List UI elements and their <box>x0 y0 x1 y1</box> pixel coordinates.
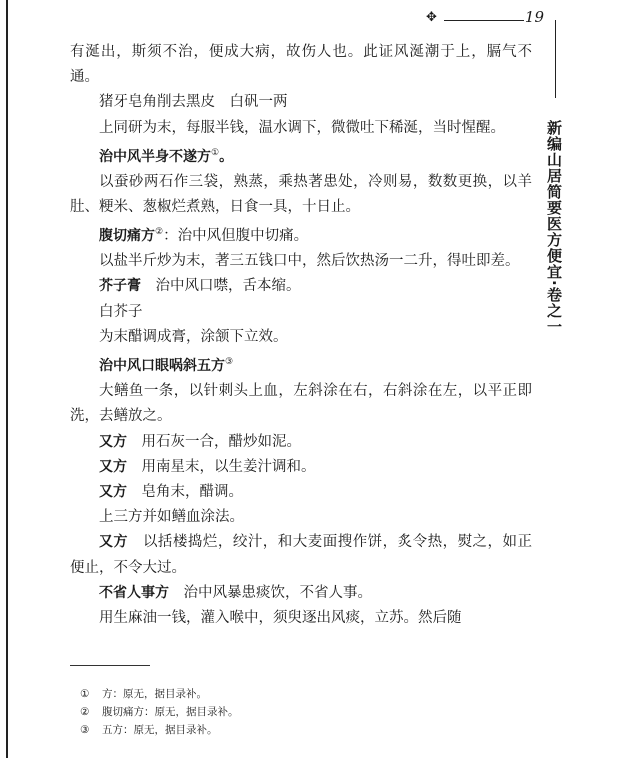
page-header <box>420 8 570 28</box>
paragraph <box>70 300 532 325</box>
paragraph <box>70 40 532 90</box>
running-title: 新编山居简要医方便宜·卷之一 <box>545 120 563 335</box>
footnote-mark: ③ <box>80 724 90 736</box>
text-run: 治中风暴患痰饮，不省人事。 <box>169 584 372 601</box>
recipe-heading: 治中风口眼㖞斜五方 <box>99 357 225 374</box>
paragraph <box>70 480 532 505</box>
recipe-heading: 。 <box>219 148 234 165</box>
paragraph <box>70 581 532 606</box>
footnote <box>80 685 239 703</box>
footnote-rule <box>70 665 150 666</box>
recipe-heading: 不省人事方 <box>99 584 169 601</box>
recipe-heading: 治中风半身不遂方 <box>99 148 211 165</box>
paragraph <box>70 379 532 429</box>
paragraph <box>70 530 532 580</box>
text-run: 用南星末，以生姜汁调和。 <box>127 458 316 475</box>
paragraph <box>70 325 532 350</box>
paragraph <box>70 90 532 115</box>
text-run: 猪牙皂角削去黑皮 白矾一两 <box>99 94 288 111</box>
text-run: 以蚕砂两石作三袋，熟蒸，乘热著患处，冷则易，数数更换，以羊肚、粳米、葱椒烂煮熟，日食一具，十日止。 <box>70 173 532 216</box>
text-run: 皂角末，醋调。 <box>127 483 243 500</box>
paragraph <box>70 455 532 480</box>
recipe-heading: 腹切痛方 <box>99 228 155 245</box>
footnote-marker: ① <box>211 147 220 158</box>
recipe-heading: 又方 <box>99 483 127 500</box>
recipe-heading: 又方 <box>99 458 127 475</box>
page-number: 19 <box>524 8 544 26</box>
text-run: 白芥子 <box>99 303 143 320</box>
footnote <box>80 703 239 721</box>
paragraph <box>70 220 532 249</box>
footnote-mark: ① <box>80 688 90 700</box>
text-run: 上同研为末，每服半钱，温水调下，微微吐下稀涎，当时惺醒。 <box>99 119 505 136</box>
paragraph <box>70 505 532 530</box>
paragraph <box>70 249 532 274</box>
text-run: 上三方并如鳝血涂法。 <box>99 509 244 526</box>
text-run: 大鳝鱼一条，以针刺头上血，左斜涂在右，右斜涂在左，以平正即洗，去鳝放之。 <box>70 383 532 425</box>
recipe-heading: 又方 <box>99 534 128 551</box>
paragraph <box>70 116 532 141</box>
text-run: 用石灰一合，醋炒如泥。 <box>127 433 301 450</box>
text-run: 用生麻油一钱，灌入喉中，须臾逐出风痰，立苏。然后随 <box>99 609 462 626</box>
footnote-marker: ② <box>155 227 164 238</box>
text-run: 有涎出，斯须不治，便成大病，故伤人也。此证风涎潮于上，膈气不通。 <box>70 44 532 86</box>
footnote <box>80 721 239 739</box>
footnote-text: 方：原无，据目录补。 <box>102 688 207 700</box>
text-run: 以盐半斤炒为末，著三五钱口中，然后饮热汤一二升，得吐即差。 <box>99 253 520 270</box>
body-text <box>70 40 532 631</box>
footnote-text: 腹切痛方：原无，据目录补。 <box>102 706 239 718</box>
paragraph <box>70 430 532 455</box>
recipe-heading: 芥子膏 <box>99 278 141 295</box>
footnote-mark: ② <box>80 706 90 718</box>
paragraph <box>70 141 532 170</box>
header-rule <box>444 20 524 21</box>
text-run: ：治中风但腹中切痛。 <box>163 228 309 245</box>
recipe-heading: 又方 <box>99 433 127 450</box>
paragraph <box>70 606 532 631</box>
margin-rule <box>555 20 556 98</box>
page-left-rule <box>6 0 8 758</box>
footnote-marker: ③ <box>225 357 234 368</box>
paragraph <box>70 170 532 220</box>
paragraph <box>70 274 532 299</box>
text-run: 为末醋调成膏，涂颔下立效。 <box>99 328 288 345</box>
text-run: 治中风口噤，舌本缩。 <box>141 278 301 295</box>
text-run: 以括楼捣烂，绞汁，和大麦面搜作饼，炙令热，熨之，如正便止，不令大过。 <box>70 534 533 576</box>
footnote-text: 五方：原无，据目录补。 <box>102 724 218 736</box>
paragraph <box>70 350 532 379</box>
footnotes <box>80 685 239 739</box>
ornament-icon: ✥ <box>426 10 437 25</box>
